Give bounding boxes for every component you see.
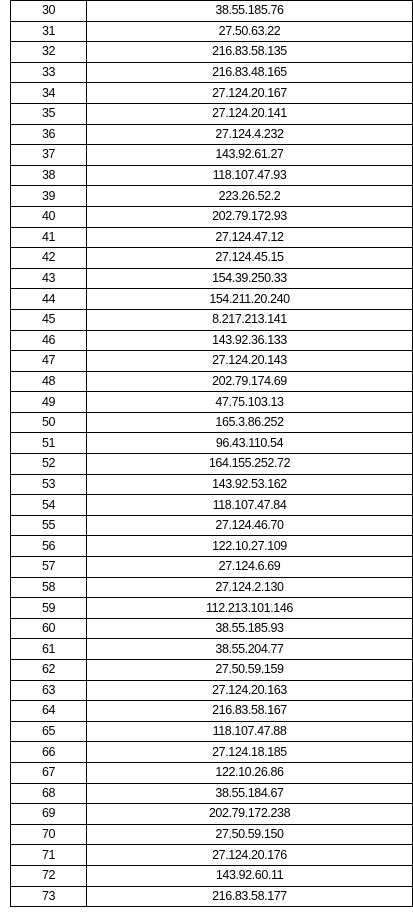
row-number-cell: 60 — [11, 618, 87, 639]
ip-address-cell: 27.124.4.232 — [87, 124, 413, 145]
table-row — [11, 577, 413, 598]
row-number-cell: 63 — [11, 680, 87, 701]
row-number-cell: 59 — [11, 598, 87, 619]
ip-address-cell: 27.124.46.70 — [87, 515, 413, 536]
table-row — [11, 371, 413, 392]
row-number-cell: 53 — [11, 474, 87, 495]
ip-address-cell: 143.92.36.133 — [87, 330, 413, 351]
table-row — [11, 248, 413, 269]
ip-address-cell: 8.217.213.141 — [87, 309, 413, 330]
table-row — [11, 660, 413, 681]
table-row — [11, 268, 413, 289]
table-row — [11, 536, 413, 557]
row-number-cell: 51 — [11, 433, 87, 454]
row-number-cell: 42 — [11, 248, 87, 269]
table-row — [11, 103, 413, 124]
table-row — [11, 351, 413, 372]
table-row — [11, 454, 413, 475]
row-number-cell: 46 — [11, 330, 87, 351]
row-number-cell: 49 — [11, 392, 87, 413]
row-number-cell: 34 — [11, 83, 87, 104]
table-row — [11, 83, 413, 104]
ip-address-cell: 216.83.58.177 — [87, 886, 413, 907]
row-number-cell: 44 — [11, 289, 87, 310]
ip-address-cell: 27.50.59.159 — [87, 660, 413, 681]
table-row — [11, 62, 413, 83]
row-number-cell: 41 — [11, 227, 87, 248]
table-row — [11, 865, 413, 886]
ip-address-cell: 47.75.103.13 — [87, 392, 413, 413]
row-number-cell: 39 — [11, 186, 87, 207]
ip-address-cell: 27.124.20.163 — [87, 680, 413, 701]
row-number-cell: 70 — [11, 824, 87, 845]
table-row — [11, 886, 413, 907]
table-row — [11, 845, 413, 866]
ip-address-cell: 112.213.101.146 — [87, 598, 413, 619]
ip-table-body — [11, 1, 413, 907]
row-number-cell: 65 — [11, 721, 87, 742]
row-number-cell: 52 — [11, 454, 87, 475]
ip-address-cell: 143.92.60.11 — [87, 865, 413, 886]
ip-address-cell: 118.107.47.93 — [87, 165, 413, 186]
ip-address-cell: 202.79.174.69 — [87, 371, 413, 392]
row-number-cell: 58 — [11, 577, 87, 598]
ip-address-cell: 27.124.47.12 — [87, 227, 413, 248]
table-row — [11, 412, 413, 433]
ip-address-cell: 202.79.172.93 — [87, 206, 413, 227]
row-number-cell: 45 — [11, 309, 87, 330]
table-row — [11, 495, 413, 516]
row-number-cell: 43 — [11, 268, 87, 289]
table-row — [11, 124, 413, 145]
row-number-cell: 47 — [11, 351, 87, 372]
ip-address-cell: 164.155.252.72 — [87, 454, 413, 475]
ip-address-cell: 27.124.45.15 — [87, 248, 413, 269]
row-number-cell: 71 — [11, 845, 87, 866]
ip-address-cell: 122.10.27.109 — [87, 536, 413, 557]
table-row — [11, 598, 413, 619]
table-row — [11, 557, 413, 578]
table-row — [11, 392, 413, 413]
ip-address-cell: 38.55.185.93 — [87, 618, 413, 639]
ip-address-cell: 38.55.185.76 — [87, 1, 413, 22]
row-number-cell: 62 — [11, 660, 87, 681]
table-row — [11, 762, 413, 783]
row-number-cell: 33 — [11, 62, 87, 83]
row-number-cell: 30 — [11, 1, 87, 22]
row-number-cell: 56 — [11, 536, 87, 557]
ip-address-cell: 38.55.204.77 — [87, 639, 413, 660]
row-number-cell: 50 — [11, 412, 87, 433]
row-number-cell: 72 — [11, 865, 87, 886]
row-number-cell: 48 — [11, 371, 87, 392]
table-row — [11, 186, 413, 207]
row-number-cell: 40 — [11, 206, 87, 227]
row-number-cell: 57 — [11, 557, 87, 578]
ip-address-cell: 27.50.59.150 — [87, 824, 413, 845]
table-row — [11, 1, 413, 22]
ip-address-cell: 96.43.110.54 — [87, 433, 413, 454]
row-number-cell: 38 — [11, 165, 87, 186]
row-number-cell: 73 — [11, 886, 87, 907]
table-row — [11, 804, 413, 825]
ip-address-cell: 143.92.53.162 — [87, 474, 413, 495]
ip-address-cell: 165.3.86.252 — [87, 412, 413, 433]
table-row — [11, 680, 413, 701]
table-row — [11, 433, 413, 454]
ip-address-cell: 27.50.63.22 — [87, 21, 413, 42]
ip-address-cell: 122.10.26.86 — [87, 762, 413, 783]
table-row — [11, 145, 413, 166]
row-number-cell: 69 — [11, 804, 87, 825]
ip-address-cell: 27.124.20.143 — [87, 351, 413, 372]
row-number-cell: 35 — [11, 103, 87, 124]
ip-address-cell: 27.124.20.176 — [87, 845, 413, 866]
ip-address-cell: 202.79.172.238 — [87, 804, 413, 825]
table-row — [11, 165, 413, 186]
ip-address-cell: 216.83.48.165 — [87, 62, 413, 83]
table-row — [11, 742, 413, 763]
table-row — [11, 21, 413, 42]
row-number-cell: 54 — [11, 495, 87, 516]
row-number-cell: 68 — [11, 783, 87, 804]
ip-address-cell: 27.124.20.141 — [87, 103, 413, 124]
ip-address-cell: 27.124.18.185 — [87, 742, 413, 763]
ip-address-cell: 118.107.47.88 — [87, 721, 413, 742]
ip-address-cell: 27.124.20.167 — [87, 83, 413, 104]
ip-address-cell: 38.55.184.67 — [87, 783, 413, 804]
row-number-cell: 64 — [11, 701, 87, 722]
table-row — [11, 42, 413, 63]
row-number-cell: 55 — [11, 515, 87, 536]
table-row — [11, 783, 413, 804]
table-row — [11, 824, 413, 845]
table-row — [11, 206, 413, 227]
table-row — [11, 330, 413, 351]
table-row — [11, 701, 413, 722]
ip-address-cell: 216.83.58.167 — [87, 701, 413, 722]
ip-address-cell: 154.211.20.240 — [87, 289, 413, 310]
table-row — [11, 309, 413, 330]
row-number-cell: 67 — [11, 762, 87, 783]
row-number-cell: 37 — [11, 145, 87, 166]
ip-address-cell: 118.107.47.84 — [87, 495, 413, 516]
table-row — [11, 474, 413, 495]
row-number-cell: 36 — [11, 124, 87, 145]
row-number-cell: 61 — [11, 639, 87, 660]
ip-address-cell: 27.124.6.69 — [87, 557, 413, 578]
ip-address-cell: 223.26.52.2 — [87, 186, 413, 207]
ip-address-table — [10, 0, 413, 907]
ip-address-cell: 27.124.2.130 — [87, 577, 413, 598]
table-row — [11, 515, 413, 536]
table-row — [11, 721, 413, 742]
ip-address-cell: 216.83.58.135 — [87, 42, 413, 63]
table-row — [11, 639, 413, 660]
ip-address-cell: 143.92.61.27 — [87, 145, 413, 166]
row-number-cell: 66 — [11, 742, 87, 763]
row-number-cell: 32 — [11, 42, 87, 63]
table-row — [11, 289, 413, 310]
ip-address-cell: 154.39.250.33 — [87, 268, 413, 289]
table-row — [11, 618, 413, 639]
row-number-cell: 31 — [11, 21, 87, 42]
table-row — [11, 227, 413, 248]
